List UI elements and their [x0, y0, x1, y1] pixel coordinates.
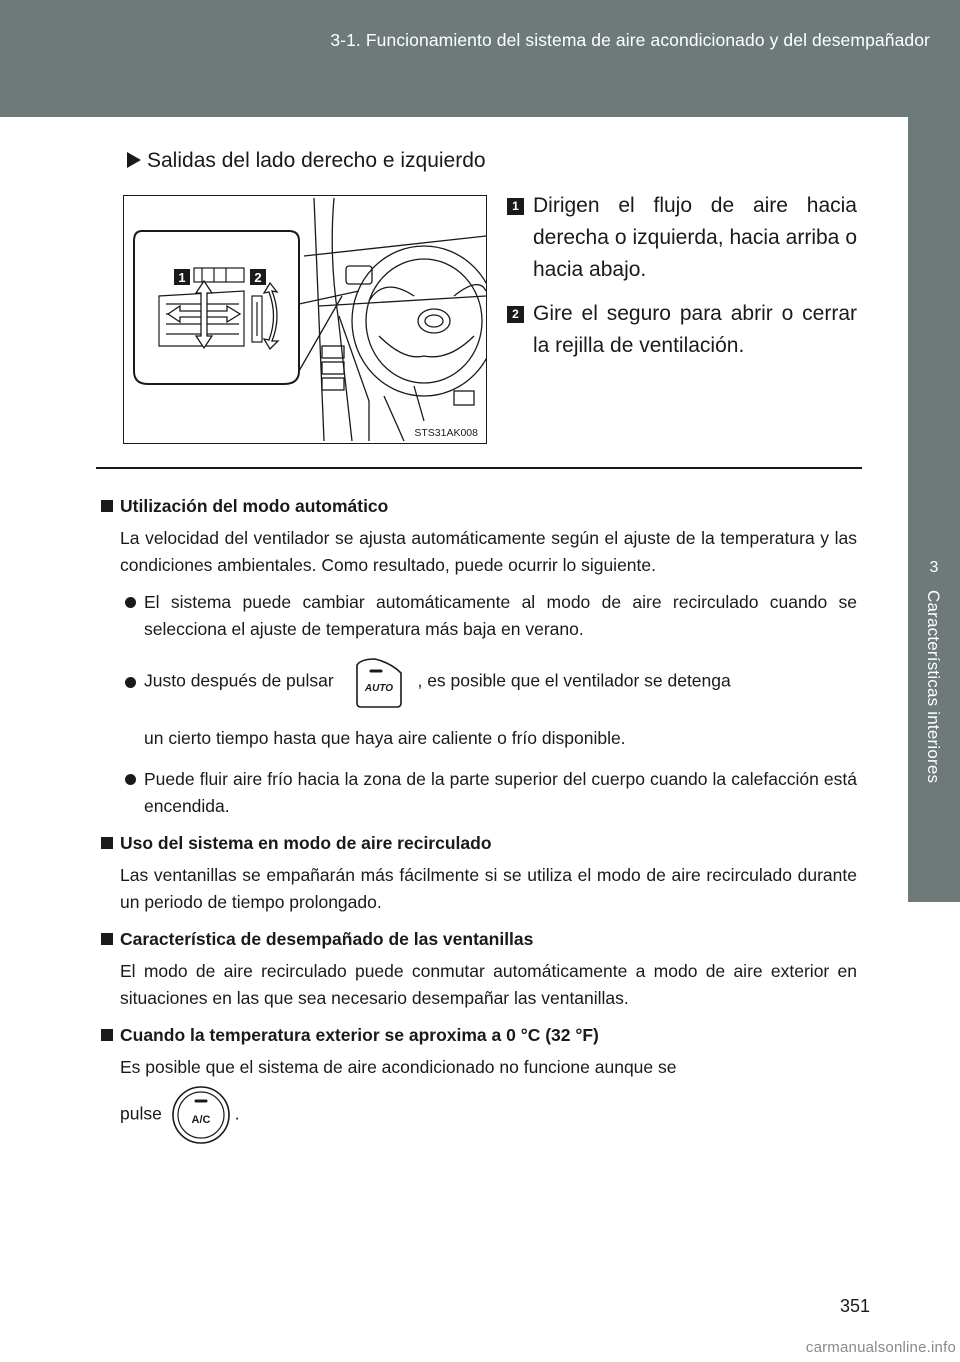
bullet-text: El sistema puede cambiar automáticamente al modo de aire recirculado cuando se selecciona el ajuste de temperatura más baja en verano.: [144, 592, 857, 639]
section-divider: [96, 467, 862, 469]
auto-button-icon: [347, 653, 405, 711]
section-title-recirc: [100, 830, 857, 856]
bullet-text: Justo después de pulsar: [144, 670, 334, 691]
auto-button-label: AUTO: [364, 683, 393, 694]
section-header: 3-1. Funcionamiento del sistema de aire acondicionado y del desempañador: [330, 30, 930, 50]
bullet-dot-icon: [125, 677, 136, 688]
bullet-text-line2: un cierto tiempo hasta que haya aire caliente o frío disponible.: [144, 728, 626, 748]
bullet-dot-icon: [125, 597, 136, 608]
callout-item: [505, 190, 857, 286]
bullet-item: [100, 589, 857, 643]
section-title-recirc-text: Uso del sistema en modo de aire recirculado: [120, 833, 492, 853]
section-title-auto: [100, 493, 857, 519]
section-title-defog-text: Característica de desempañado de las ventanillas: [120, 929, 534, 949]
section-title-cold: [100, 1022, 857, 1048]
vent-illustration: [123, 195, 487, 444]
bullet-text: Puede fluir aire frío hacia la zona de la parte superior del cuerpo cuando la calefacción está encendida.: [144, 769, 857, 816]
header-band: [0, 0, 960, 117]
figure-marker-2: 2: [254, 270, 262, 285]
subsection-heading-text: Salidas del lado derecho e izquierdo: [147, 149, 486, 172]
bullet-text-cont: , es posible que el ventilador se detenga: [417, 670, 731, 691]
callout-number-2: 2: [507, 306, 524, 323]
subsection-heading: [127, 149, 486, 173]
square-bullet-icon: [101, 1029, 113, 1041]
callout-number-1: 1: [507, 198, 524, 215]
side-tab-band: [908, 117, 960, 522]
period-text: .: [234, 1103, 240, 1124]
triangle-arrow-icon: [127, 152, 141, 168]
bullet-item: [100, 653, 857, 752]
square-bullet-icon: [101, 933, 113, 945]
callout-text-2: Gire el seguro para abrir o cerrar la rejilla de ventilación.: [533, 302, 857, 357]
pulse-text: pulse: [120, 1103, 162, 1124]
page-number: 351: [840, 1296, 871, 1316]
square-bullet-icon: [101, 500, 113, 512]
dashboard-vent-drawing: [124, 196, 486, 443]
callout-item: [505, 298, 857, 362]
section-body-cold: [100, 1054, 857, 1081]
section-title-cold-text: Cuando la temperatura exterior se aproxima a 0 °C (32 °F): [120, 1025, 599, 1045]
section-body-defog: El modo de aire recirculado puede conmutar automáticamente a modo de aire exterior en situaciones en las que sea necesario desempañar las ventanillas.: [120, 961, 857, 1008]
notes-content: [100, 493, 857, 1155]
chapter-number: 3: [908, 548, 960, 588]
callout-list: [505, 190, 857, 374]
section-title-defog: [100, 926, 857, 952]
bullet-dot-icon: [125, 774, 136, 785]
figure-marker-1: 1: [178, 270, 186, 285]
ac-button-icon: [171, 1085, 231, 1145]
section-body-auto: La velocidad del ventilador se ajusta automáticamente según el ajuste de la temperatura y las condiciones ambientales. Como resultado, puede ocurrir lo siguiente.: [120, 528, 857, 575]
callout-text-1: Dirigen el flujo de aire hacia derecha o izquierda, hacia arriba o hacia abajo.: [533, 194, 857, 281]
ac-button-label: A/C: [191, 1114, 211, 1126]
square-bullet-icon: [101, 837, 113, 849]
section-title-auto-text: Utilización del modo automático: [120, 496, 389, 516]
chapter-title-text: Características interiores: [924, 590, 943, 784]
chapter-title: [907, 590, 959, 900]
figure-code: STS31AK008: [414, 427, 478, 439]
section-body-cold-line2: [100, 1085, 857, 1145]
bullet-item: [100, 766, 857, 820]
section-body-cold-text: Es posible que el sistema de aire acondicionado no funcione aunque se: [120, 1057, 677, 1077]
section-body-recirc: Las ventanillas se empañarán más fácilmente si se utiliza el modo de aire recirculado durante un periodo de tiempo prolongado.: [120, 865, 857, 912]
watermark: carmanualsonline.info: [805, 1339, 956, 1356]
